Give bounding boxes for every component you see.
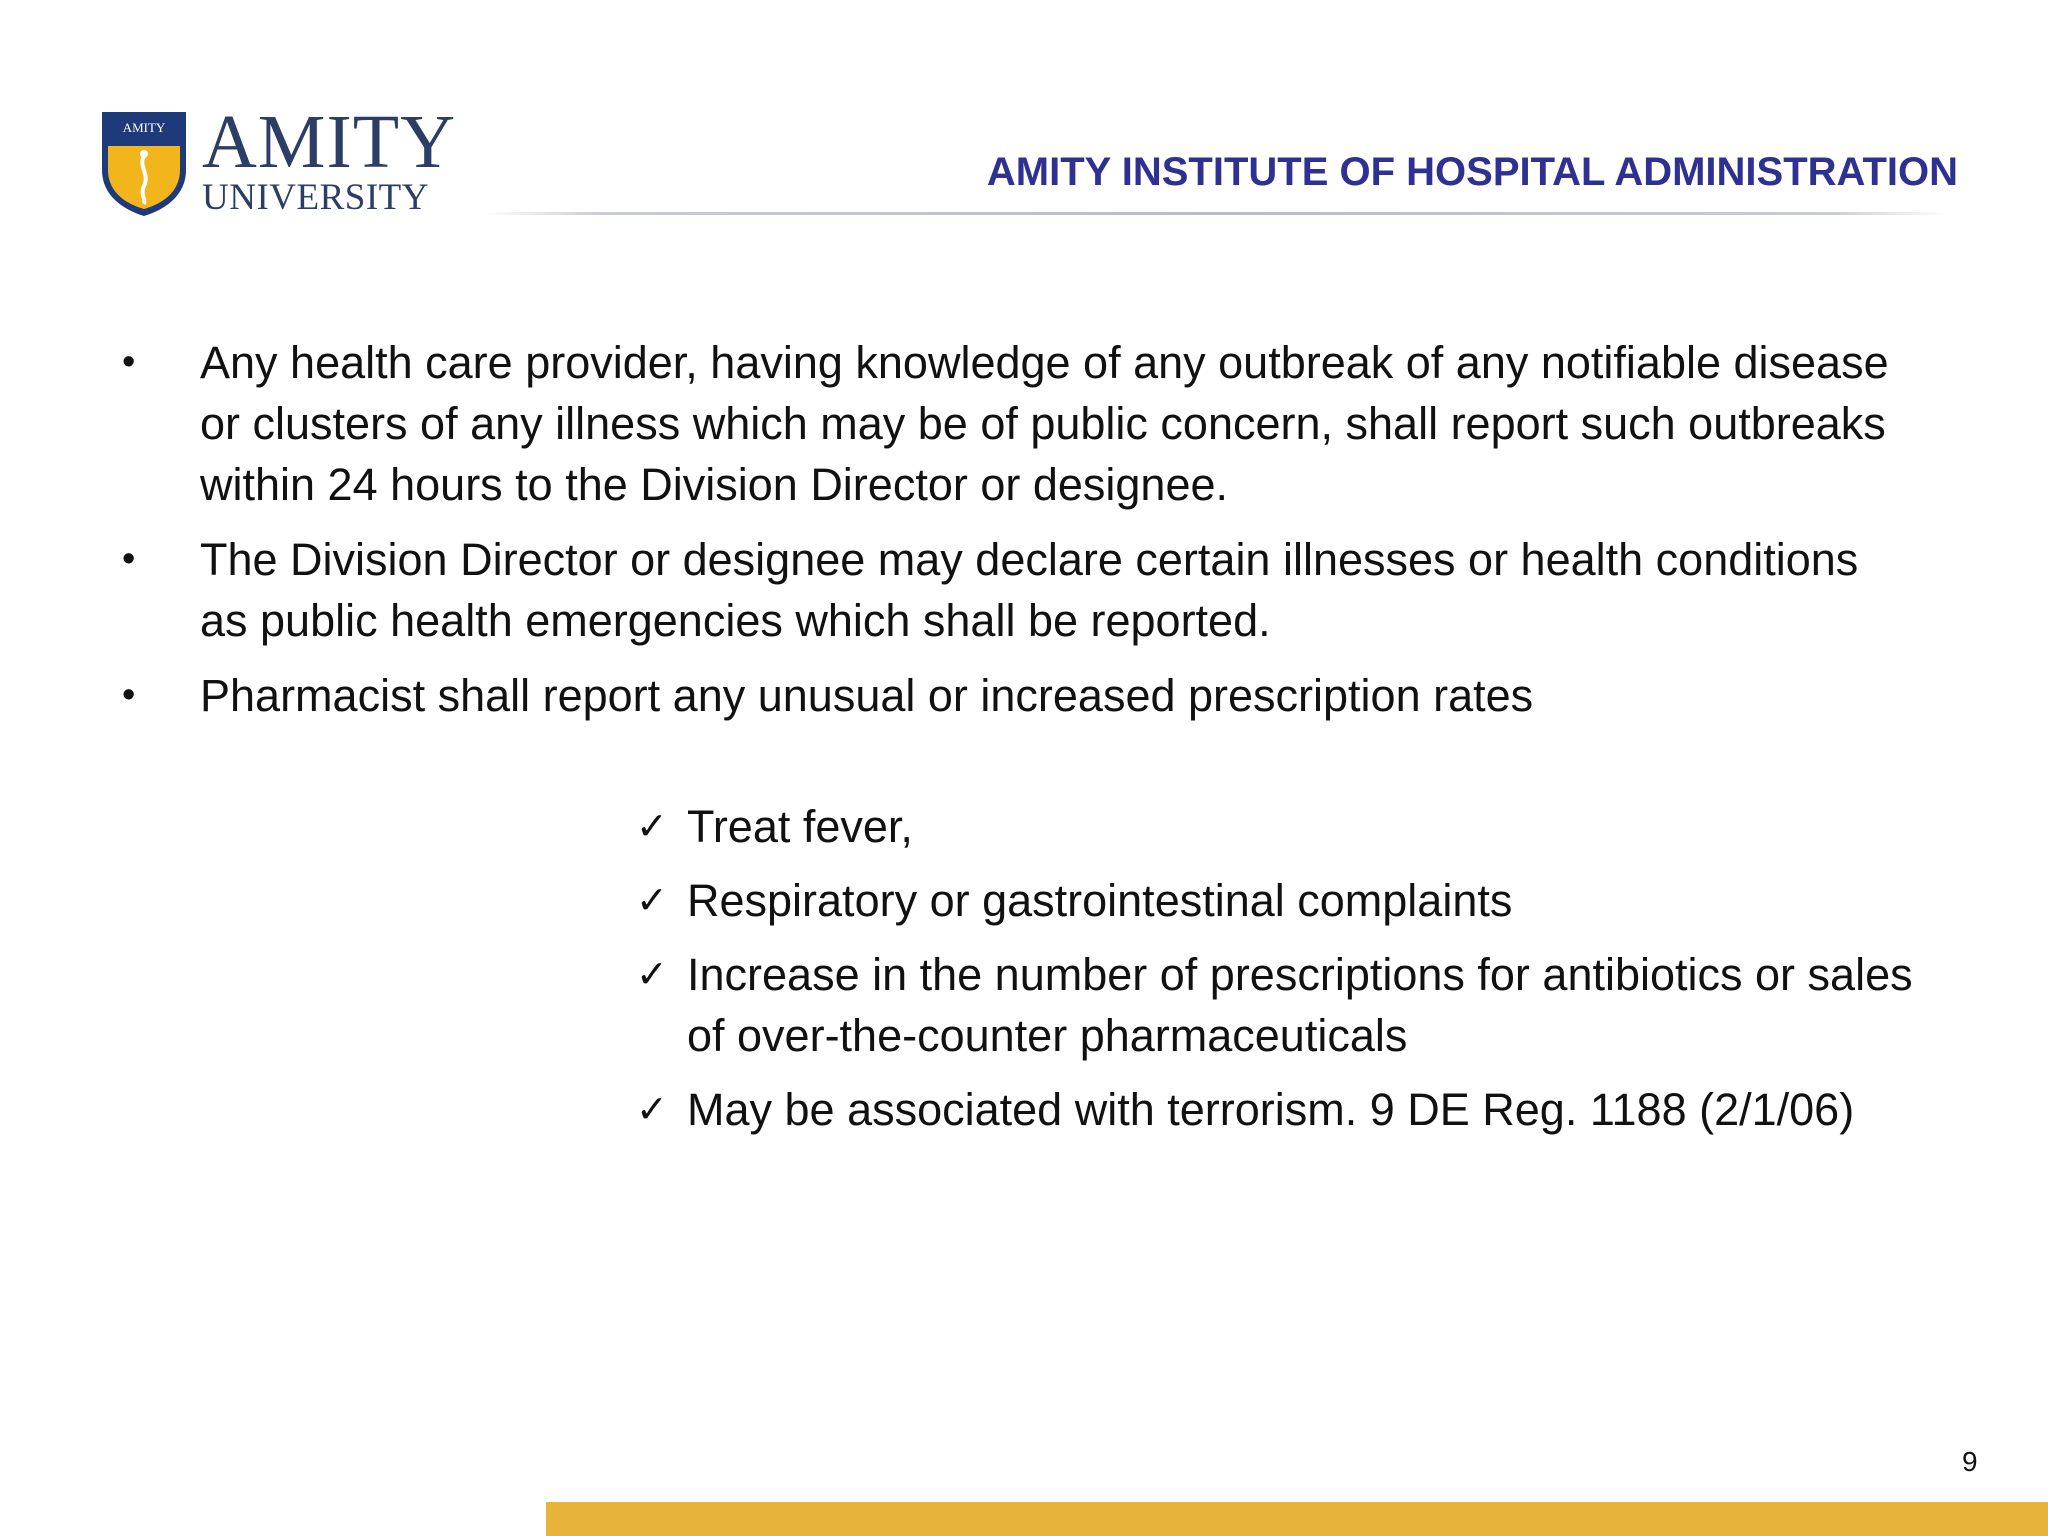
- checkmark-text: Increase in the number of prescriptions for antibiotics or sales of over-the-counter pharmaceuticals: [687, 949, 1913, 1061]
- checkmark-icon: ✓: [636, 804, 668, 848]
- bullet-marker: •: [122, 674, 136, 716]
- bullet-text: Any health care provider, having knowledge of any outbreak of any notifiable disease or clusters of any illness which may be of public concern, shall report such outbreaks within 24 hours to the Division Director or designee.: [200, 337, 1889, 510]
- checkmark-text: Respiratory or gastrointestinal complaints: [687, 875, 1513, 926]
- checkmark-icon: ✓: [636, 878, 668, 922]
- amity-university-logo: [98, 100, 457, 222]
- bullet-item: [118, 332, 1918, 515]
- checkmark-item: [636, 1079, 1936, 1140]
- checkmark-item: [636, 796, 1936, 857]
- checkmark-item: [636, 870, 1936, 931]
- bullet-item: [118, 665, 1918, 726]
- checkmark-icon: ✓: [636, 1087, 668, 1131]
- checkmark-list: [636, 796, 1936, 1153]
- university-crest-icon: [98, 108, 190, 218]
- footer-accent-bar: [546, 1502, 2048, 1536]
- institute-title: AMITY INSTITUTE OF HOSPITAL ADMINISTRATION: [986, 150, 1958, 194]
- bullet-item: [118, 529, 1918, 651]
- logo-word-university: UNIVERSITY: [202, 177, 429, 218]
- bullet-marker: •: [122, 341, 136, 383]
- checkmark-text: Treat fever,: [687, 801, 913, 852]
- bullet-list: [118, 332, 1918, 740]
- bullet-marker: •: [122, 538, 136, 580]
- bullet-text: The Division Director or designee may declare certain illnesses or health conditions as public health emergencies which shall be reported.: [200, 534, 1859, 646]
- checkmark-text: May be associated with terrorism. 9 DE Reg. 1188 (2/1/06): [687, 1084, 1855, 1135]
- bullet-text: Pharmacist shall report any unusual or increased prescription rates: [200, 670, 1534, 721]
- logo-wordmark: [202, 100, 457, 218]
- checkmark-icon: ✓: [636, 952, 668, 996]
- header-divider: [484, 212, 1948, 215]
- logo-word-amity: AMITY: [202, 100, 457, 184]
- checkmark-item: [636, 944, 1936, 1066]
- crest-label: AMITY: [122, 120, 166, 135]
- page-number: 9: [1962, 1446, 1978, 1477]
